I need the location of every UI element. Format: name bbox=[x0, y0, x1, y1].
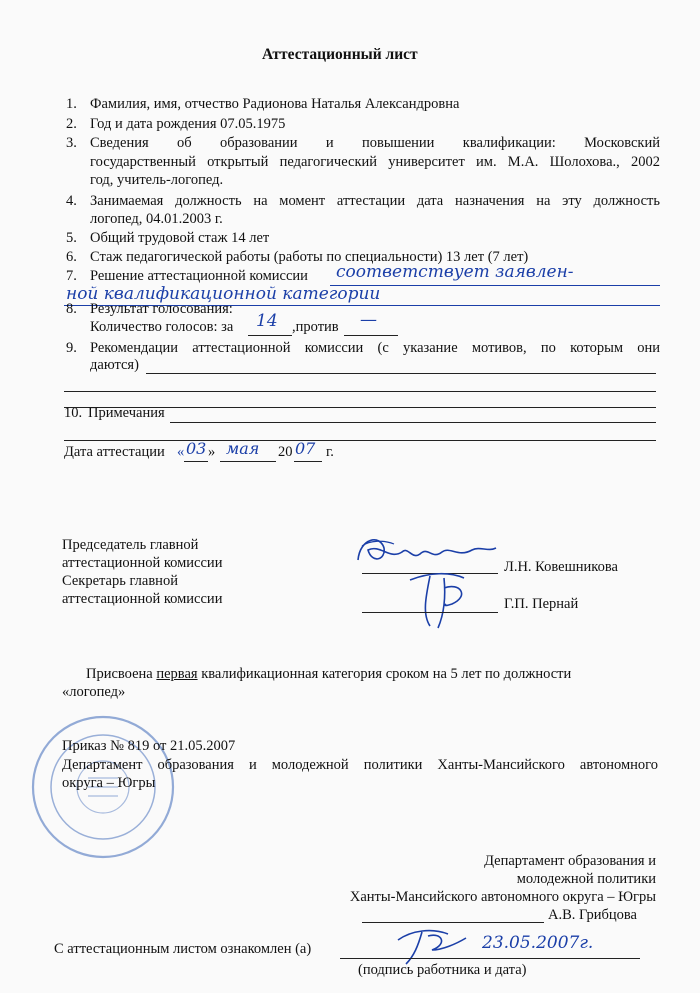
item-decision-label: Решение аттестационной комиссии bbox=[90, 268, 308, 284]
handwritten-month: мая bbox=[226, 439, 260, 458]
blank-line bbox=[170, 422, 656, 423]
secretary-signature bbox=[400, 566, 480, 636]
blank-line bbox=[64, 391, 656, 392]
assigned-line bbox=[86, 666, 656, 683]
department-line: молодежной политики bbox=[516, 871, 656, 887]
item-education-line: Сведения об образовании и повышении квалификации: Московский bbox=[90, 135, 660, 151]
chair-name: Л.Н. Ковешникова bbox=[504, 559, 618, 575]
item-number: 7. bbox=[66, 268, 77, 284]
order-department: Департамент образования и молодежной политики Ханты-Мансийского автономного bbox=[62, 757, 658, 773]
year-line bbox=[294, 461, 322, 462]
item-education-line: государственный открытый педагогический университет им. М.А. Шолохова., 2002 bbox=[90, 154, 660, 170]
handwritten-votes-against: — bbox=[360, 310, 377, 330]
item-teaching-experience: Стаж педагогической работы (работы по специальности) 13 лет (7 лет) bbox=[90, 249, 529, 265]
item-total-experience: Общий трудовой стаж 14 лет bbox=[90, 230, 270, 246]
chair-title: Председатель главной bbox=[62, 537, 199, 553]
department-signer: А.В. Грибцова bbox=[548, 907, 637, 923]
item-education-line: год, учитель-логопед. bbox=[90, 172, 224, 188]
handwritten-decision: ной квалификационной категории bbox=[66, 284, 381, 304]
item-position-line: логопед, 04.01.2003 г. bbox=[90, 211, 223, 227]
item-number: 6. bbox=[66, 249, 77, 265]
handwritten-decision: соответствует заявлен- bbox=[336, 262, 574, 282]
handwritten-votes-for: 14 bbox=[256, 311, 278, 331]
item-number: 8. bbox=[66, 301, 77, 317]
blank-line bbox=[146, 373, 656, 374]
date-open-quote: « bbox=[177, 444, 185, 460]
document-title: Аттестационный лист bbox=[262, 46, 418, 63]
assigned-position: «логопед» bbox=[62, 684, 126, 700]
handwritten-year: 07 bbox=[295, 439, 316, 458]
day-line bbox=[184, 461, 208, 462]
order-number: 819 bbox=[127, 738, 150, 754]
secretary-name: Г.П. Пернай bbox=[504, 596, 579, 612]
item-position-line: Занимаемая должность на момент аттестации дата назначения на эту должность bbox=[90, 193, 660, 209]
item-voting-label: Результат голосования: bbox=[90, 301, 233, 317]
votes-against-line bbox=[344, 335, 398, 336]
order-department: округа – Югры bbox=[62, 775, 156, 791]
secretary-title: Секретарь главной bbox=[62, 573, 178, 589]
blank-line bbox=[64, 440, 656, 441]
item-recommendations-line: даются) bbox=[90, 357, 139, 373]
votes-for-line bbox=[248, 335, 292, 336]
order-date: от 21.05.2007 bbox=[152, 738, 236, 754]
item-number: 3. bbox=[66, 135, 77, 151]
item-number: 2. bbox=[66, 116, 77, 132]
item-number: 1. bbox=[66, 96, 77, 112]
item-recommendations-line: Рекомендации аттестационной комиссии (с указание мотивов, по которым они bbox=[90, 340, 660, 356]
item-number: 5. bbox=[66, 230, 77, 246]
month-line bbox=[220, 461, 276, 462]
department-line: Департамент образования и bbox=[484, 853, 656, 869]
decision-underline bbox=[330, 285, 660, 286]
acquainted-label: С аттестационным листом ознакомлен (а) bbox=[54, 941, 312, 957]
acquainted-caption: (подпись работника и дата) bbox=[358, 962, 527, 978]
assigned-category: первая bbox=[156, 666, 198, 682]
secretary-signature-line bbox=[362, 612, 498, 613]
date-label: Дата аттестации bbox=[64, 444, 165, 460]
item-fio: Фамилия, имя, отчество Радионова Наталья Александровна bbox=[90, 96, 460, 112]
item-number: 9. bbox=[66, 340, 77, 356]
assigned-suffix: квалификационная категория сроком на 5 лет по должности bbox=[201, 666, 572, 682]
assigned-prefix: Присвоена bbox=[86, 666, 153, 682]
item-number: 10. bbox=[64, 405, 83, 421]
item-number: 4. bbox=[66, 193, 77, 209]
date-g: г. bbox=[326, 444, 334, 460]
handwritten-acquainted-date: 23.05.2007г. bbox=[482, 933, 594, 953]
department-line: Ханты-Мансийского автономного округа – Югры bbox=[349, 889, 656, 905]
acquainted-line bbox=[340, 958, 640, 959]
order-line bbox=[62, 738, 235, 755]
date-close-quote: » bbox=[208, 444, 216, 460]
order-label: Приказ № bbox=[62, 738, 124, 754]
votes-against-label: ,против bbox=[292, 319, 339, 335]
secretary-title: аттестационной комиссии bbox=[62, 591, 223, 607]
chair-title: аттестационной комиссии bbox=[62, 555, 223, 571]
handwritten-day: 03 bbox=[186, 439, 207, 458]
item-birth: Год и дата рождения 07.05.1975 bbox=[90, 116, 286, 132]
item-notes-label: Примечания bbox=[88, 405, 165, 421]
votes-for-label: Количество голосов: за bbox=[90, 319, 234, 335]
year-prefix: 20 bbox=[278, 444, 293, 460]
